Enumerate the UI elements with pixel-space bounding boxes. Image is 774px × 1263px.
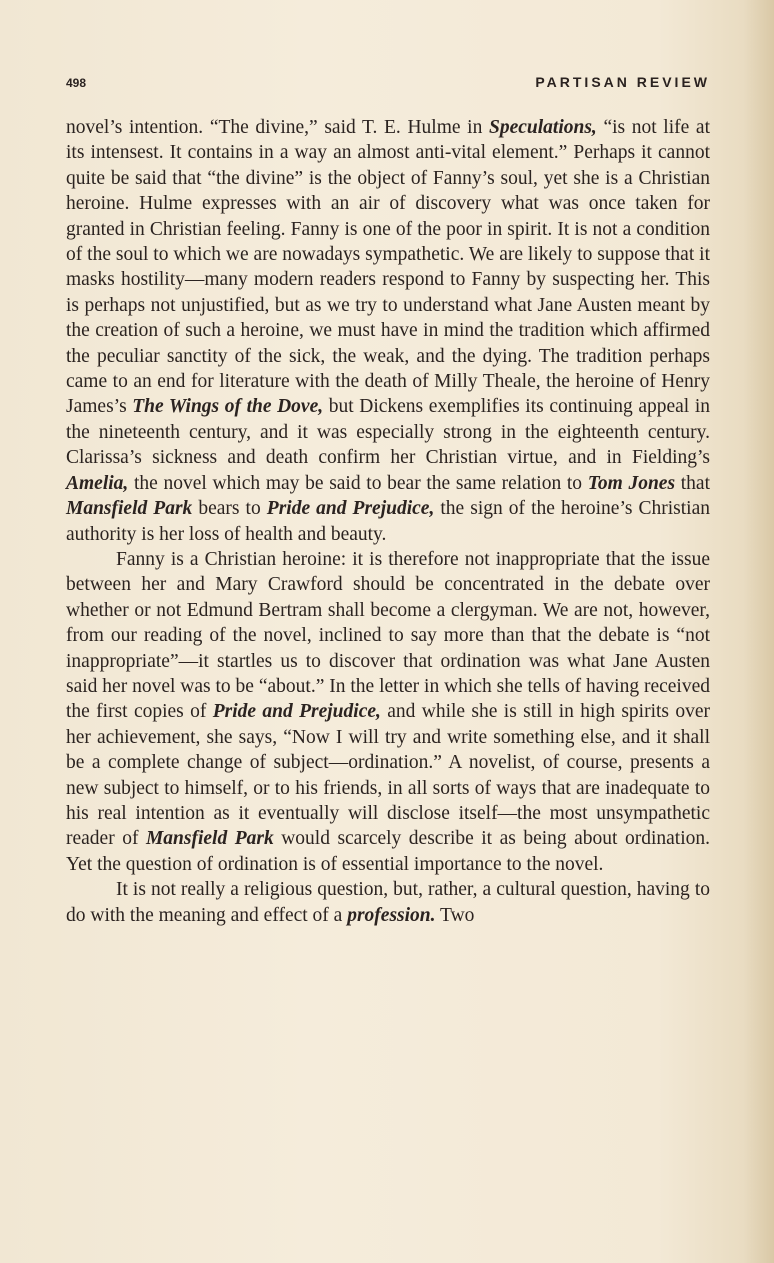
italic-title: Speculations, <box>488 117 597 138</box>
page-number: 498 <box>66 76 87 90</box>
italic-title: Amelia, <box>66 472 129 494</box>
italic-title: Mansfield Park <box>66 498 193 520</box>
text-run: the sign of the heroine’s Christian authority is her loss of health and beauty. <box>66 498 710 545</box>
italic-title: Pride and Prejudice, <box>266 498 435 520</box>
text-run: Two <box>435 904 475 926</box>
text-run: Fanny is a Christian heroine: it is therefore not inappropriate that the issue between her and Mary Crawford should be concentrated in the debate over whether or not Edmund Bertram shall become a clergyman. We are not, however, from our reading of the novel, inclined to say more than that the debate is “not inappropriate”—it startles us to discover that ordination was what Jane Austen said her novel was to be “about.” In the letter in which she tells of having received the first copies of <box>66 548 710 723</box>
paragraph-1 <box>66 115 710 547</box>
paragraph-3 <box>66 877 710 928</box>
italic-title: Mansfield Park <box>145 828 274 850</box>
text-run: that <box>675 472 710 494</box>
text-run: bears to <box>192 498 267 520</box>
page-header <box>66 72 710 96</box>
italic-title: Pride and Prejudice, <box>212 701 381 723</box>
body-text <box>66 115 710 928</box>
running-head: PARTISAN REVIEW <box>535 74 710 90</box>
paragraph-2 <box>66 547 710 877</box>
text-run: but Dickens exemplifies its continuing appeal in the nineteenth century, and it was especially strong in the eighteenth century. Clarissa’s sickness and death confirm her Christian virtue, and in Fielding’s <box>66 396 710 469</box>
italic-title: The Wings of the Dove, <box>132 396 324 418</box>
text-run: would scarcely describe it as being about ordination. Yet the question of ordination is of essential importance to the novel. <box>66 828 710 875</box>
text-run: and while she is still in high spirits over her achievement, she says, “Now I will try and write something else, and it shall be a complete change of subject—ordination.” A novelist, of course, presents a new subject to himself, or to his friends, in all sorts of ways that are inadequate to his real intention as it eventually will disclose itself—the most unsympathetic reader of <box>66 701 710 850</box>
text-run: the novel which may be said to bear the same relation to <box>128 472 588 494</box>
italic-title: profession. <box>347 904 436 926</box>
text-run: “is not life at its intensest. It contains in a way an almost anti-vital element.” Perhaps it cannot quite be said that “the divine” is the object of Fanny’s soul, yet she is a Christian heroine. Hulme expresses with an air of discovery what was once taken for granted in Christian feeling. Fanny is one of the poor in spirit. It is not a condition of the soul to which we are nowadays sympathetic. We are likely to suppose that it masks hostility—many modern readers respond to Fanny by suspecting her. This is perhaps not unjustified, but as we try to understand what Jane Austen meant by the creation of such a heroine, we must have in mind the tradition which affirmed the peculiar sanctity of the sick, the weak, and the dying. The tradition perhaps came to an end for literature with the death of Milly Theale, the heroine of Henry James’s <box>66 117 711 418</box>
text-run: novel’s intention. “The divine,” said T. E. Hulme in <box>66 117 489 138</box>
text-run: It is not really a religious question, but, rather, a cultural question, having to do with the meaning and effect of a <box>66 879 710 926</box>
italic-title: Tom Jones <box>587 472 676 494</box>
